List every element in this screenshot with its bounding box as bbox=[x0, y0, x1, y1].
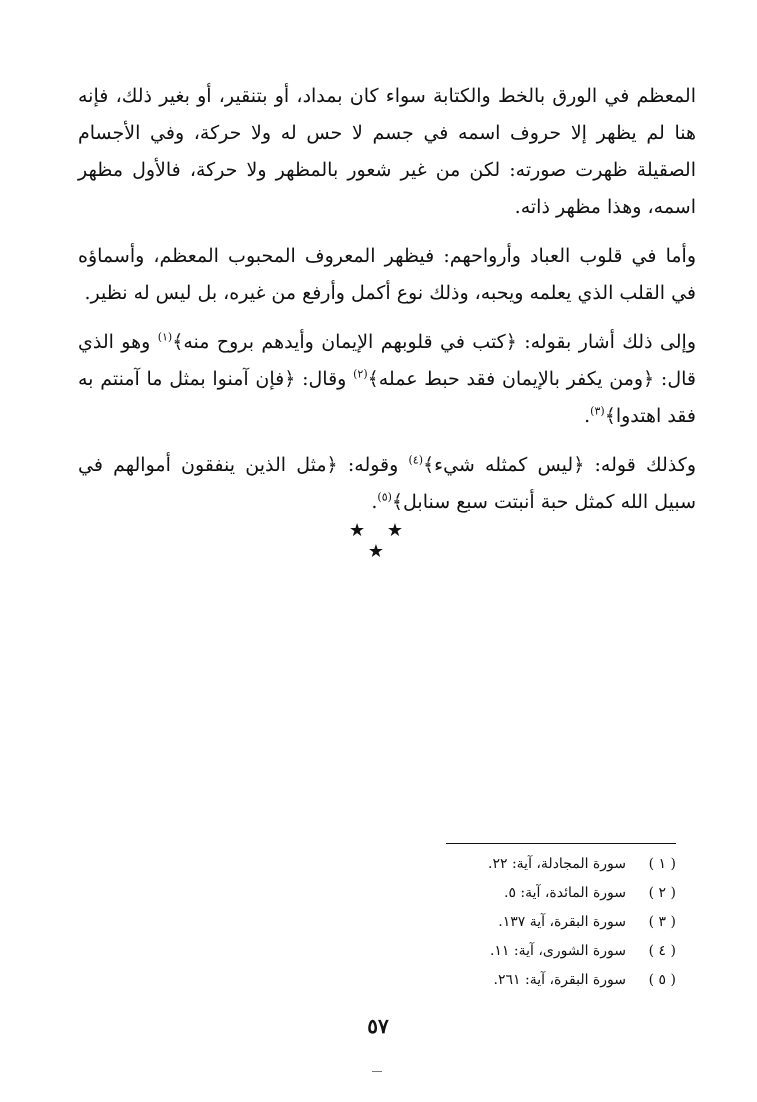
footnote-text: سورة البقرة، آية ١٣٧. bbox=[498, 914, 626, 930]
main-text bbox=[78, 78, 696, 533]
paragraph-4 bbox=[78, 447, 696, 521]
paragraph-3 bbox=[78, 324, 696, 435]
footnote-item bbox=[380, 850, 676, 879]
page-number: ٥٧ bbox=[367, 1014, 389, 1038]
footnote-number: ( ٤ ) bbox=[648, 943, 676, 959]
footnote-ref-3: (٣) bbox=[590, 404, 605, 418]
paragraph-3-text: . bbox=[584, 405, 591, 427]
section-separator: ★ ★ ★ bbox=[349, 520, 411, 562]
paragraph-3-text: وهو الذي قال: ﴿ومن يكفر بالإيمان فقد حبط عمله﴾ bbox=[78, 331, 696, 390]
footnote-text: سورة المجادلة، آية: ٢٢. bbox=[488, 856, 626, 872]
paragraph-3-text: وإلى ذلك أشار بقوله: ﴿كتب في قلوبهم الإيمان وأيدهم بروح منه﴾ bbox=[172, 331, 696, 353]
paragraph-3-text: وقال: ﴿فإن آمنوا بمثل ما آمنتم به فقد اهتدوا﴾ bbox=[78, 368, 696, 427]
footnote-item bbox=[380, 908, 676, 937]
paragraph-2: وأما في قلوب العباد وأرواحهم: فيظهر المعروف المحبوب المعظم، وأسماؤه في القلب الذي يعلمه ويحبه، وذلك نوع أكمل وأرفع من غيره، بل ليس له نظير. bbox=[78, 245, 696, 304]
footnote-item bbox=[380, 879, 676, 908]
paragraph-4-text: وقوله: ﴿مثل الذين ينفقون أموالهم في سبيل الله كمثل حبة أنبتت سبع سنابل﴾ bbox=[78, 454, 696, 513]
footnote-number: ( ٢ ) bbox=[648, 885, 676, 901]
bottom-mark bbox=[372, 1071, 382, 1072]
footnote-item bbox=[380, 937, 676, 966]
footnote-text: سورة البقرة، آية: ٢٦١. bbox=[493, 972, 626, 988]
footnote-item bbox=[380, 966, 676, 995]
paragraph-4-text: وكذلك قوله: ﴿ليس كمثله شيء﴾ bbox=[423, 454, 696, 476]
footnote-ref-1: (١) bbox=[157, 330, 173, 344]
footnote-ref-5: (٥) bbox=[377, 490, 392, 504]
footnote-number: ( ١ ) bbox=[648, 856, 676, 872]
paragraph-1: المعظم في الورق بالخط والكتابة سواء كان بمداد، أو بتنقير، أو بغير ذلك، فإنه هنا لم يظهر إلا حروف اسمه في جسم لا حس له ولا حركة، وفي الأجسام الصقيلة ظهرت صورته: لكن من غير شعور بالمظهر ولا حركة، فالأول مظهر اسمه، وهذا مظهر ذاته. bbox=[78, 85, 696, 218]
footnote-divider bbox=[446, 843, 676, 844]
footnote-ref-4: (٤) bbox=[408, 453, 424, 467]
footnote-text: سورة المائدة، آية: ٥. bbox=[503, 885, 626, 901]
paragraph-4-text: . bbox=[371, 491, 378, 513]
footnotes-list bbox=[380, 850, 676, 995]
footnote-ref-2: (٢) bbox=[353, 367, 368, 381]
footnote-text: سورة الشورى، آية: ١١. bbox=[489, 943, 626, 959]
footnote-number: ( ٥ ) bbox=[648, 972, 676, 988]
footnote-number: ( ٣ ) bbox=[648, 914, 676, 930]
